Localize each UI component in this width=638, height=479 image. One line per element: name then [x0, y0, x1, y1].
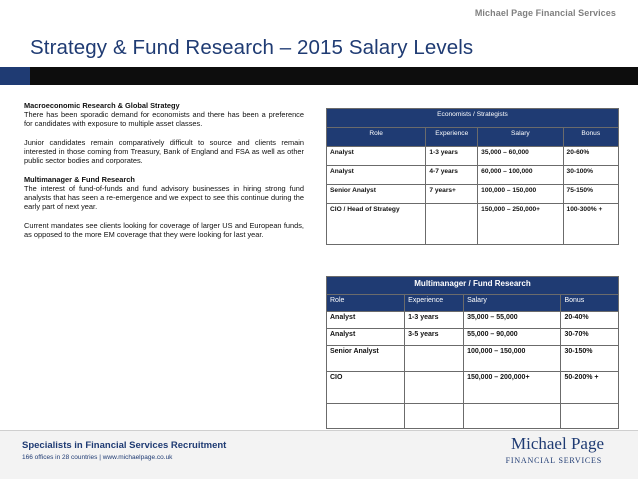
- table-row: [327, 372, 619, 404]
- column-header-bonus: Bonus: [563, 128, 618, 147]
- cell-role: [327, 404, 405, 429]
- cell-role: CIO / Head of Strategy: [327, 204, 426, 245]
- table-row: [327, 312, 619, 329]
- table-header-row: [327, 295, 619, 312]
- cell-experience: [405, 372, 464, 404]
- cell-role: Analyst: [327, 166, 426, 185]
- title-underline-bar: [0, 67, 638, 85]
- table-row: [327, 329, 619, 346]
- cell-bonus: 30-70%: [561, 329, 619, 346]
- logo-subtitle: FINANCIAL SERVICES: [505, 456, 602, 465]
- table-row: [327, 404, 619, 429]
- paragraph-economists-demand: There has been sporadic demand for economists and there has been a preference for candidates with exposure to multiple asset classes.: [24, 110, 304, 129]
- footer-tagline: Specialists in Financial Services Recruitment: [22, 440, 227, 451]
- column-header-salary: Salary: [478, 128, 563, 147]
- cell-bonus: [561, 404, 619, 429]
- cell-experience: 1-3 years: [405, 312, 464, 329]
- table-caption-row: [327, 109, 619, 128]
- cell-bonus: 75-150%: [563, 185, 618, 204]
- cell-bonus: 30-150%: [561, 346, 619, 372]
- column-header-role: Role: [327, 295, 405, 312]
- cell-bonus: 100-300% +: [563, 204, 618, 245]
- section-heading-macro: Macroeconomic Research & Global Strategy: [24, 101, 180, 110]
- cell-bonus: 20-60%: [563, 147, 618, 166]
- footer-divider: [0, 430, 638, 431]
- table-row: [327, 204, 619, 245]
- table-row: [327, 147, 619, 166]
- cell-bonus: 20-40%: [561, 312, 619, 329]
- column-header-role: Role: [327, 128, 426, 147]
- paragraph-junior-candidates: Junior candidates remain comparatively difficult to source and clients remain interested in those coming from Treasury, Bank of England and FSA as well as other public sector bodies and corporates.: [24, 137, 304, 166]
- cell-role: Senior Analyst: [327, 185, 426, 204]
- economists-salary-table: [326, 108, 619, 245]
- multimanager-salary-table: [326, 276, 619, 429]
- title-bar-accent: [0, 67, 30, 85]
- cell-salary: 100,000 – 150,000: [464, 346, 561, 372]
- cell-salary: 150,000 – 250,000+: [478, 204, 563, 245]
- cell-salary: [464, 404, 561, 429]
- column-header-experience: Experience: [426, 128, 478, 147]
- cell-salary: 55,000 – 90,000: [464, 329, 561, 346]
- brand-label: Michael Page Financial Services: [474, 8, 616, 18]
- cell-bonus: 50-200% +: [561, 372, 619, 404]
- page-title: Strategy & Fund Research – 2015 Salary Levels: [30, 36, 474, 59]
- table-caption: Economists / Strategists: [327, 109, 619, 128]
- table-row: [327, 185, 619, 204]
- cell-role: CIO: [327, 372, 405, 404]
- cell-role: Analyst: [327, 329, 405, 346]
- logo-wordmark: Michael Page: [511, 434, 604, 453]
- cell-role: Analyst: [327, 147, 426, 166]
- cell-salary: 100,000 – 150,000: [478, 185, 563, 204]
- cell-experience: [405, 404, 464, 429]
- table-caption: Multimanager / Fund Research: [327, 277, 619, 295]
- cell-role: Analyst: [327, 312, 405, 329]
- cell-salary: 150,000 – 200,000+: [464, 372, 561, 404]
- paragraph-fund-interest: The interest of fund-of-funds and fund advisory businesses in hiring strong fund analysts that has seen a re-emergence and we expect to see this continue during the early part of next year.: [24, 183, 304, 212]
- footer-offices: 166 offices in 28 countries | www.michaelpage.co.uk: [22, 454, 173, 461]
- cell-experience: 4-7 years: [426, 166, 478, 185]
- cell-experience: [426, 204, 478, 245]
- cell-experience: 3-5 years: [405, 329, 464, 346]
- commentary-text: [24, 101, 304, 248]
- cell-salary: 60,000 – 100,000: [478, 166, 563, 185]
- cell-salary: 35,000 – 60,000: [478, 147, 563, 166]
- section-heading-multimanager: Multimanager & Fund Research: [24, 174, 135, 184]
- cell-experience: 1-3 years: [426, 147, 478, 166]
- paragraph-current-mandates: Current mandates see clients looking for coverage of larger US and European funds, as opposed to the more EM coverage that they were looking for last year.: [24, 220, 304, 239]
- cell-role: Senior Analyst: [327, 346, 405, 372]
- table-row: [327, 166, 619, 185]
- table-row: [327, 346, 619, 372]
- column-header-bonus: Bonus: [561, 295, 619, 312]
- column-header-experience: Experience: [405, 295, 464, 312]
- cell-experience: 7 years+: [426, 185, 478, 204]
- cell-experience: [405, 346, 464, 372]
- table-caption-row: [327, 277, 619, 295]
- column-header-salary: Salary: [464, 295, 561, 312]
- cell-salary: 35,000 – 55,000: [464, 312, 561, 329]
- cell-bonus: 30-100%: [563, 166, 618, 185]
- table-header-row: [327, 128, 619, 147]
